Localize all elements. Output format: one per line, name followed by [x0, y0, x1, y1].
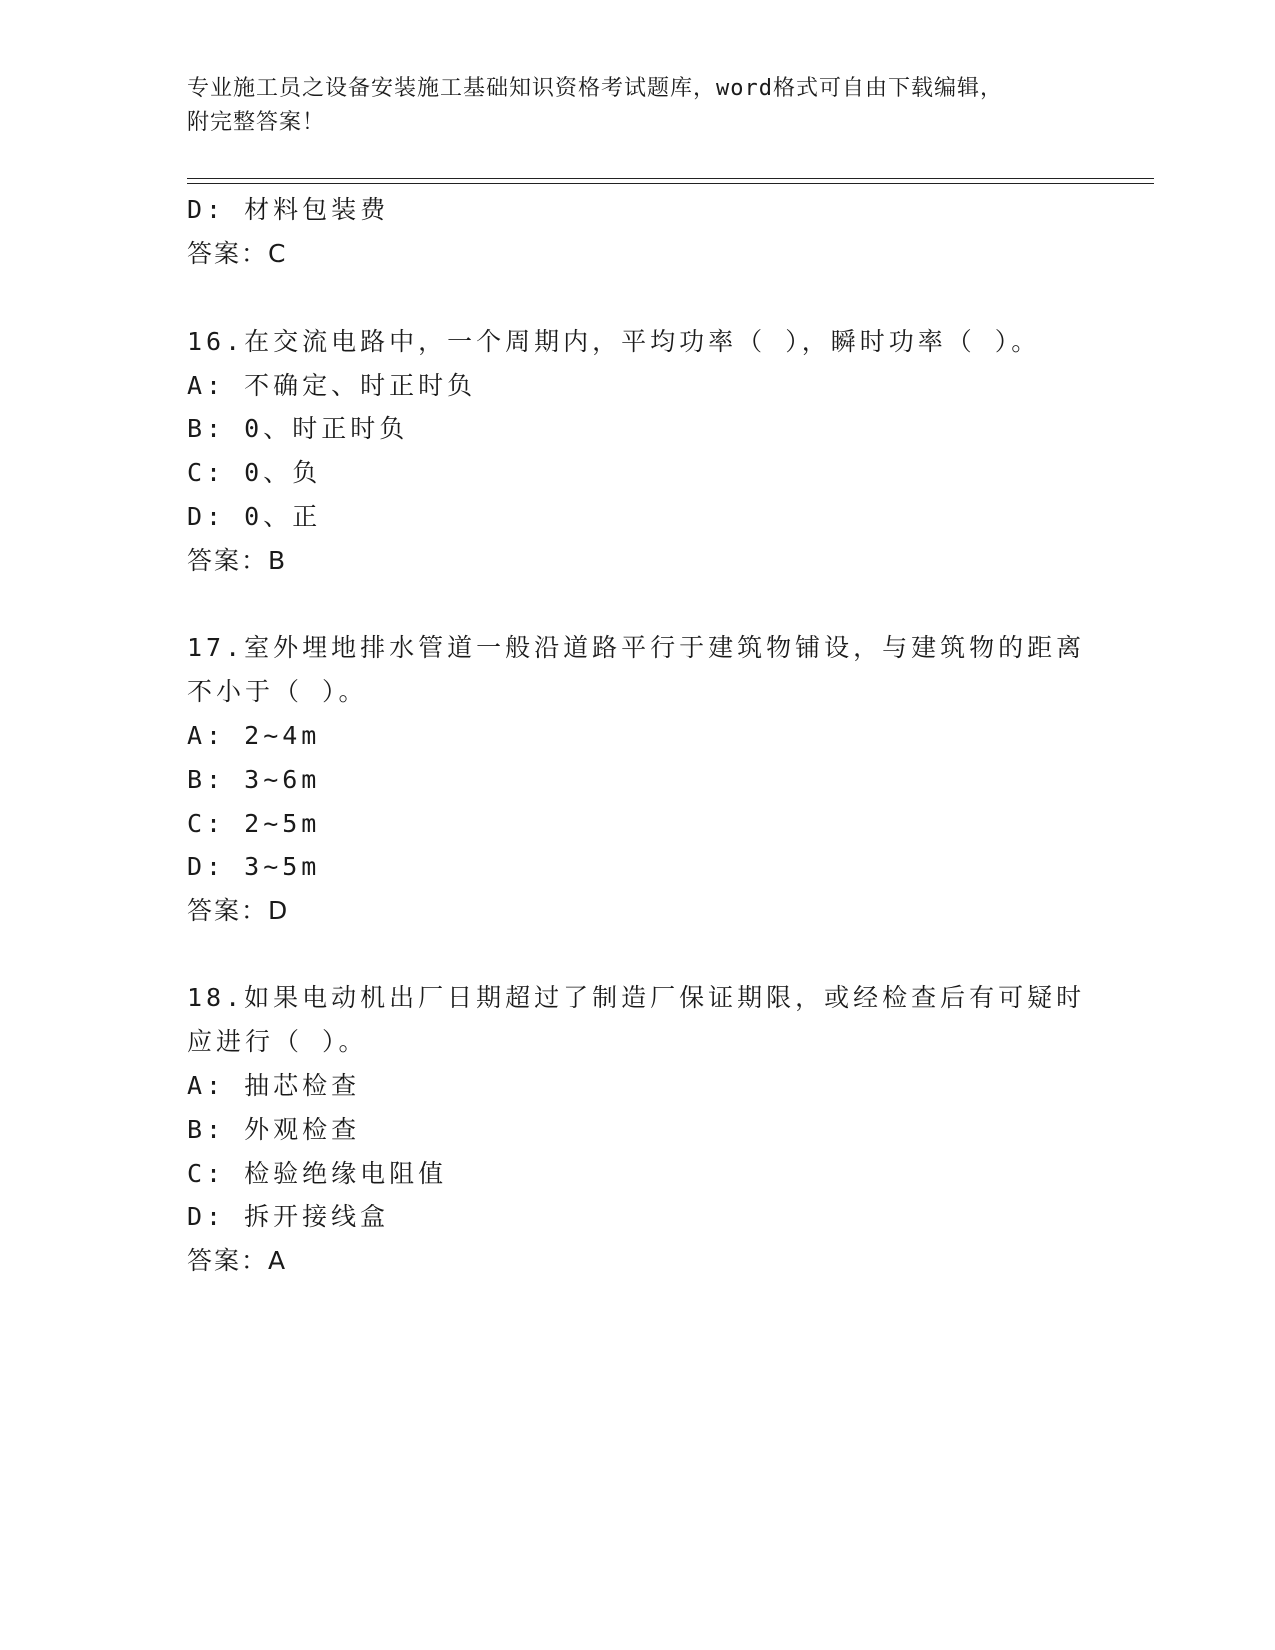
q18-option-c: C: 检验绝缘电阻值	[187, 1159, 448, 1188]
q18-option-d: D: 拆开接线盒	[187, 1202, 390, 1231]
q16-option-a: A: 不确定、时正时负	[187, 371, 477, 400]
q18-answer: 答案：A	[187, 1246, 288, 1275]
q17-option-b: B: 3~6m	[187, 765, 321, 794]
q18-option-a: A: 抽芯检查	[187, 1071, 361, 1100]
header-line-1: 专业施工员之设备安装施工基础知识资格考试题库，word格式可自由下载编辑，	[187, 76, 1003, 101]
q17-option-c: C: 2~5m	[187, 809, 321, 838]
q16-answer: 答案：B	[187, 546, 288, 575]
header-line-2: 附完整答案！	[187, 110, 326, 135]
prev-answer: 答案：C	[187, 239, 288, 268]
prev-option-d: D: 材料包装费	[187, 195, 390, 224]
q16-stem: 16.在交流电路中，一个周期内，平均功率（ ），瞬时功率（ ）。	[187, 327, 1041, 356]
q17-answer: 答案：D	[187, 896, 290, 925]
q18-option-b: B: 外观检查	[187, 1115, 361, 1144]
header-divider-top	[187, 178, 1154, 179]
q17-stem-line-1: 17.室外埋地排水管道一般沿道路平行于建筑物铺设，与建筑物的距离	[187, 633, 1086, 662]
q17-option-d: D: 3~5m	[187, 852, 321, 881]
q16-option-c: C: 0、负	[187, 458, 322, 487]
q18-stem-line-1: 18.如果电动机出厂日期超过了制造厂保证期限，或经检查后有可疑时	[187, 983, 1086, 1012]
q17-stem-line-2: 不小于（ ）。	[187, 677, 368, 706]
document-header	[187, 72, 1087, 140]
q16-option-b: B: 0、时正时负	[187, 414, 409, 443]
q16-option-d: D: 0、正	[187, 502, 322, 531]
header-divider-bottom	[187, 183, 1154, 184]
q18-stem-line-2: 应进行（ ）。	[187, 1027, 368, 1056]
q17-option-a: A: 2~4m	[187, 721, 321, 750]
